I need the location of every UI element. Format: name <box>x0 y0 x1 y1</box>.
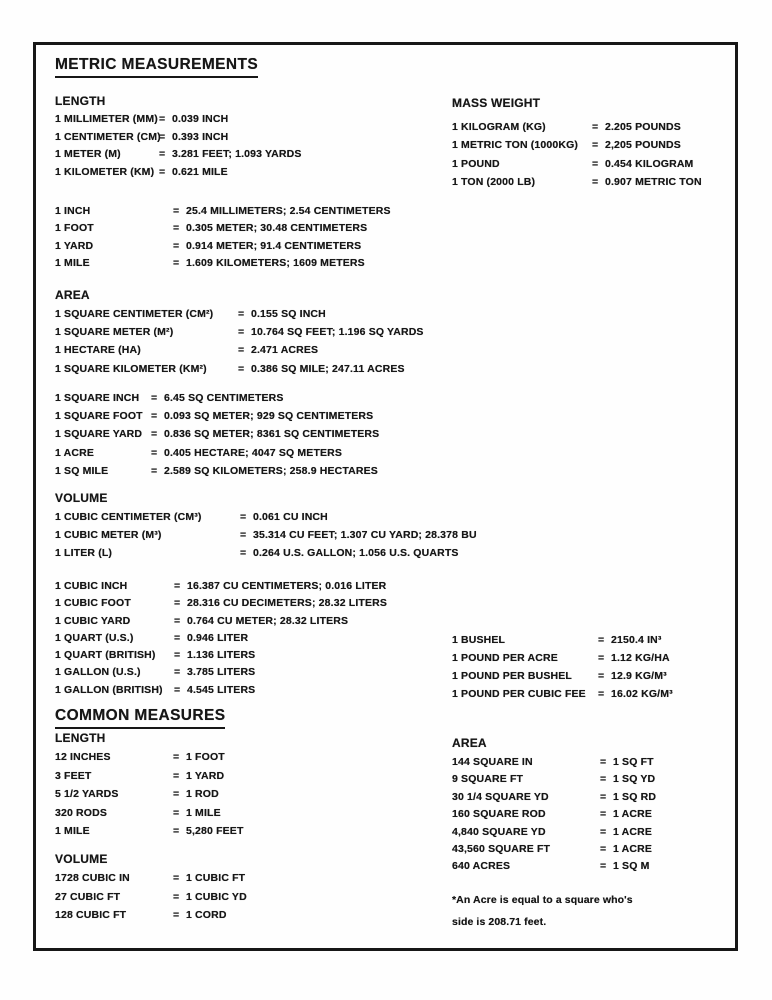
equals-sign: = <box>174 614 181 627</box>
row-value: 1 ROD <box>186 788 219 801</box>
row-label: 1 METRIC TON (1000KG) <box>452 139 579 152</box>
table-row <box>55 255 391 272</box>
row-label: 1 SQUARE METER (M²) <box>55 326 174 339</box>
row-label: 128 CUBIC FT <box>55 909 127 921</box>
row-label: 1 SQUARE INCH <box>55 392 140 404</box>
table-row <box>452 824 656 841</box>
row-value: 10.764 SQ FEET; 1.196 SQ YARDS <box>251 326 424 339</box>
row-value: 12.9 KG/M³ <box>611 670 667 682</box>
equals-sign: = <box>600 808 607 821</box>
area-heading: AREA <box>452 736 487 750</box>
row-label: 1 HECTARE (HA) <box>55 344 141 357</box>
table-row <box>452 841 656 858</box>
equals-sign: = <box>240 529 247 541</box>
table-row <box>452 136 702 154</box>
equals-sign: = <box>240 547 247 559</box>
equals-sign: = <box>174 683 181 696</box>
row-value: 16.387 CU CENTIMETERS; 0.016 LITER <box>187 580 387 592</box>
equals-sign: = <box>600 756 607 768</box>
equals-sign: = <box>159 130 166 143</box>
equals-sign: = <box>600 860 607 873</box>
equals-sign: = <box>592 175 599 188</box>
row-value: 1 CUBIC YD <box>186 890 247 903</box>
row-value: 0.155 SQ INCH <box>251 308 326 320</box>
table-row <box>55 425 379 443</box>
row-value: 0.621 MILE <box>172 165 228 178</box>
equals-sign: = <box>173 751 180 763</box>
row-label: 1 SQUARE CENTIMETER (CM²) <box>55 308 214 320</box>
document-border-box <box>33 42 738 951</box>
table-row <box>55 508 477 526</box>
row-value: 2.589 SQ KILOMETERS; 258.9 HECTARES <box>164 464 378 477</box>
row-label: 1 CUBIC YARD <box>55 614 131 627</box>
row-label: 1 POUND PER CUBIC FEE <box>452 688 586 700</box>
row-value: 1 SQ FT <box>613 756 654 768</box>
metric-length-section <box>55 93 302 181</box>
table-row <box>55 389 379 407</box>
row-value: 6.45 SQ CENTIMETERS <box>164 392 284 404</box>
row-value: 0.946 LITER <box>187 631 249 644</box>
row-label: 5 1/2 YARDS <box>55 788 119 801</box>
table-row <box>55 323 424 341</box>
table-row <box>55 203 391 220</box>
length-heading: LENGTH <box>55 731 106 745</box>
table-row <box>452 858 656 875</box>
equals-sign: = <box>173 205 180 217</box>
row-label: 1 SQ MILE <box>55 464 109 477</box>
row-value: 1 SQ RD <box>613 790 657 803</box>
table-row <box>55 341 424 359</box>
row-value: 5,280 FEET <box>186 825 244 838</box>
row-value: 0.305 METER; 30.48 CENTIMETERS <box>186 222 368 235</box>
table-row <box>55 220 391 237</box>
equals-sign: = <box>174 597 181 610</box>
row-label: 1 FOOT <box>55 222 94 235</box>
row-value: 0.836 SQ METER; 8361 SQ CENTIMETERS <box>164 428 380 441</box>
table-row <box>55 869 247 888</box>
table-row <box>55 305 424 323</box>
row-label: 1 CUBIC METER (M³) <box>55 529 162 541</box>
equals-sign: = <box>598 688 605 700</box>
table-row <box>452 173 702 191</box>
metric-area-section <box>55 287 424 378</box>
equals-sign: = <box>159 113 166 125</box>
table-row <box>55 164 302 182</box>
equals-sign: = <box>600 825 607 838</box>
row-label: 30 1/4 SQUARE YD <box>452 790 549 803</box>
equals-sign: = <box>173 239 180 252</box>
row-label: 1 QUART (U.S.) <box>55 631 134 644</box>
table-row <box>55 785 244 804</box>
row-label: 320 RODS <box>55 806 107 819</box>
table-row <box>55 613 387 630</box>
table-row <box>55 444 379 462</box>
row-value: 0.386 SQ MILE; 247.11 ACRES <box>251 362 405 375</box>
row-label: 640 ACRES <box>452 860 511 873</box>
table-row <box>55 906 247 925</box>
mass-weight-heading: MASS WEIGHT <box>452 96 541 110</box>
table-row <box>55 888 247 907</box>
row-value: 0.039 INCH <box>172 113 229 125</box>
row-label: 1 CUBIC FOOT <box>55 597 131 610</box>
row-label: 1 ACRE <box>55 446 95 459</box>
row-label: 1 GALLON (U.S.) <box>55 666 141 679</box>
equals-sign: = <box>173 890 180 903</box>
imperial-length-section <box>55 203 391 273</box>
equals-sign: = <box>238 344 245 357</box>
equals-sign: = <box>174 631 181 644</box>
row-value: 2.205 POUNDS <box>605 121 681 133</box>
table-row <box>452 806 656 823</box>
row-value: 0.914 METER; 91.4 CENTIMETERS <box>186 239 362 252</box>
row-label: 43,560 SQUARE FT <box>452 843 551 856</box>
table-row <box>55 748 244 767</box>
row-value: 1.12 KG/HA <box>611 652 670 664</box>
imperial-volume-section <box>55 578 387 699</box>
row-label: 1 SQUARE FOOT <box>55 410 143 423</box>
table-row <box>452 118 702 136</box>
row-label: 4,840 SQUARE YD <box>452 825 546 838</box>
equals-sign: = <box>238 326 245 339</box>
table-row <box>55 804 244 823</box>
row-value: 4.545 LITERS <box>187 683 256 696</box>
equals-sign: = <box>600 790 607 803</box>
area-heading: AREA <box>55 288 90 302</box>
table-row <box>55 767 244 786</box>
length-heading: LENGTH <box>55 94 106 108</box>
row-value: 1 MILE <box>186 806 221 819</box>
row-value: 1 CORD <box>186 909 227 921</box>
row-label: 1 METER (M) <box>55 148 121 160</box>
acre-footnote <box>452 889 633 933</box>
row-value: 0.764 CU METER; 28.32 LITERS <box>187 614 349 627</box>
row-value: 0.093 SQ METER; 929 SQ CENTIMETERS <box>164 410 374 423</box>
equals-sign: = <box>600 843 607 856</box>
table-row <box>55 664 387 681</box>
row-value: 1 ACRE <box>613 843 653 856</box>
row-label: 1 QUART (BRITISH) <box>55 649 156 662</box>
row-label: 1 SQUARE YARD <box>55 428 143 441</box>
table-row <box>452 667 673 685</box>
row-value: 2,205 POUNDS <box>605 139 681 152</box>
table-row <box>55 595 387 612</box>
equals-sign: = <box>151 446 158 459</box>
common-area-section <box>452 735 656 876</box>
equals-sign: = <box>238 362 245 375</box>
equals-sign: = <box>238 308 245 320</box>
table-row <box>55 578 387 595</box>
table-row <box>55 238 391 255</box>
row-label: 1 CENTIMETER (CM) <box>55 130 161 143</box>
row-label: 1 LITER (L) <box>55 547 113 559</box>
equals-sign: = <box>598 670 605 682</box>
row-value: 3.785 LITERS <box>187 666 256 679</box>
equals-sign: = <box>174 649 181 662</box>
table-row <box>55 822 244 841</box>
equals-sign: = <box>151 464 158 477</box>
table-row <box>452 789 656 806</box>
row-value: 1.609 KILOMETERS; 1609 METERS <box>186 257 365 270</box>
row-value: 1 CUBIC FT <box>186 872 246 884</box>
row-label: 1 CUBIC INCH <box>55 580 128 592</box>
row-label: 3 FEET <box>55 769 92 782</box>
row-value: 0.264 U.S. GALLON; 1.056 U.S. QUARTS <box>253 547 459 559</box>
equals-sign: = <box>240 511 247 523</box>
row-value: 35.314 CU FEET; 1.307 CU YARD; 28.378 BU <box>253 529 477 541</box>
row-label: 144 SQUARE IN <box>452 756 533 768</box>
row-value: 0.907 METRIC TON <box>605 175 702 188</box>
row-value: 16.02 KG/M³ <box>611 688 673 700</box>
row-value: 1 ACRE <box>613 825 653 838</box>
equals-sign: = <box>159 148 166 160</box>
table-row <box>452 631 673 649</box>
row-value: 2150.4 IN³ <box>611 634 662 646</box>
equals-sign: = <box>173 222 180 235</box>
equals-sign: = <box>592 157 599 170</box>
row-value: 2.471 ACRES <box>251 344 319 357</box>
row-label: 1 BUSHEL <box>452 634 506 646</box>
row-value: 25.4 MILLIMETERS; 2.54 CENTIMETERS <box>186 205 391 217</box>
row-value: 1.136 LITERS <box>187 649 256 662</box>
row-value: 1 YARD <box>186 769 225 782</box>
table-row <box>55 407 379 425</box>
table-row <box>452 754 656 771</box>
equals-sign: = <box>173 788 180 801</box>
equals-sign: = <box>173 872 180 884</box>
table-row <box>55 129 302 147</box>
row-label: 1 SQUARE KILOMETER (KM²) <box>55 362 207 375</box>
row-value: 0.393 INCH <box>172 130 229 143</box>
table-row <box>55 682 387 699</box>
row-label: 1 YARD <box>55 239 94 252</box>
table-row <box>55 360 424 378</box>
imperial-area-section <box>55 389 379 480</box>
common-length-section <box>55 730 244 841</box>
table-row <box>55 526 477 544</box>
row-label: 160 SQUARE ROD <box>452 808 546 821</box>
equals-sign: = <box>151 392 158 404</box>
table-row <box>55 462 379 480</box>
row-label: 1 POUND PER BUSHEL <box>452 670 572 682</box>
table-row <box>452 155 702 173</box>
row-value: 0.061 CU INCH <box>253 511 328 523</box>
equals-sign: = <box>600 773 607 786</box>
table-row <box>452 649 673 667</box>
row-value: 3.281 FEET; 1.093 YARDS <box>172 148 302 160</box>
row-label: 12 INCHES <box>55 751 111 763</box>
table-row <box>452 771 656 788</box>
row-value: 1 ACRE <box>613 808 653 821</box>
equals-sign: = <box>598 634 605 646</box>
table-row <box>55 111 302 129</box>
equals-sign: = <box>174 580 181 592</box>
row-value: 28.316 CU DECIMETERS; 28.32 LITERS <box>187 597 387 610</box>
row-label: 9 SQUARE FT <box>452 773 524 786</box>
equals-sign: = <box>151 428 158 441</box>
equals-sign: = <box>173 825 180 838</box>
common-volume-section <box>55 851 247 925</box>
equals-sign: = <box>592 121 599 133</box>
row-label: 1 KILOGRAM (KG) <box>452 121 546 133</box>
row-label: 1 TON (2000 LB) <box>452 175 536 188</box>
row-value: 0.405 HECTARE; 4047 SQ METERS <box>164 446 343 459</box>
row-label: 1 KILOMETER (KM) <box>55 165 155 178</box>
row-label: 1 MILLIMETER (MM) <box>55 113 158 125</box>
footnote-line: side is 208.71 feet. <box>452 916 547 928</box>
equals-sign: = <box>174 666 181 679</box>
row-label: 1 MILE <box>55 825 90 838</box>
volume-heading: VOLUME <box>55 852 108 866</box>
footnote-line: *An Acre is equal to a square who's <box>452 894 633 906</box>
metric-volume-section <box>55 490 477 562</box>
metric-measurements-title: METRIC MEASUREMENTS <box>55 56 258 78</box>
row-label: 1 POUND <box>452 157 500 170</box>
table-row <box>452 685 673 703</box>
table-row <box>55 544 477 562</box>
mass-weight-section <box>452 95 702 191</box>
row-value: 1 SQ YD <box>613 773 656 786</box>
density-section <box>452 631 673 703</box>
volume-heading: VOLUME <box>55 491 108 505</box>
equals-sign: = <box>173 806 180 819</box>
table-row <box>55 146 302 164</box>
row-label: 27 CUBIC FT <box>55 890 121 903</box>
row-value: 0.454 KILOGRAM <box>605 157 694 170</box>
row-label: 1 CUBIC CENTIMETER (CM³) <box>55 511 202 523</box>
equals-sign: = <box>151 410 158 423</box>
equals-sign: = <box>598 652 605 664</box>
row-value: 1 SQ M <box>613 860 650 873</box>
equals-sign: = <box>592 139 599 152</box>
row-label: 1 GALLON (BRITISH) <box>55 683 163 696</box>
row-value: 1 FOOT <box>186 751 225 763</box>
row-label: 1 INCH <box>55 205 91 217</box>
table-row <box>55 647 387 664</box>
row-label: 1 POUND PER ACRE <box>452 652 558 664</box>
equals-sign: = <box>159 165 166 178</box>
table-row <box>55 630 387 647</box>
equals-sign: = <box>173 909 180 921</box>
row-label: 1728 CUBIC IN <box>55 872 130 884</box>
row-label: 1 MILE <box>55 257 90 270</box>
equals-sign: = <box>173 769 180 782</box>
equals-sign: = <box>173 257 180 270</box>
common-measures-title: COMMON MEASURES <box>55 707 225 729</box>
